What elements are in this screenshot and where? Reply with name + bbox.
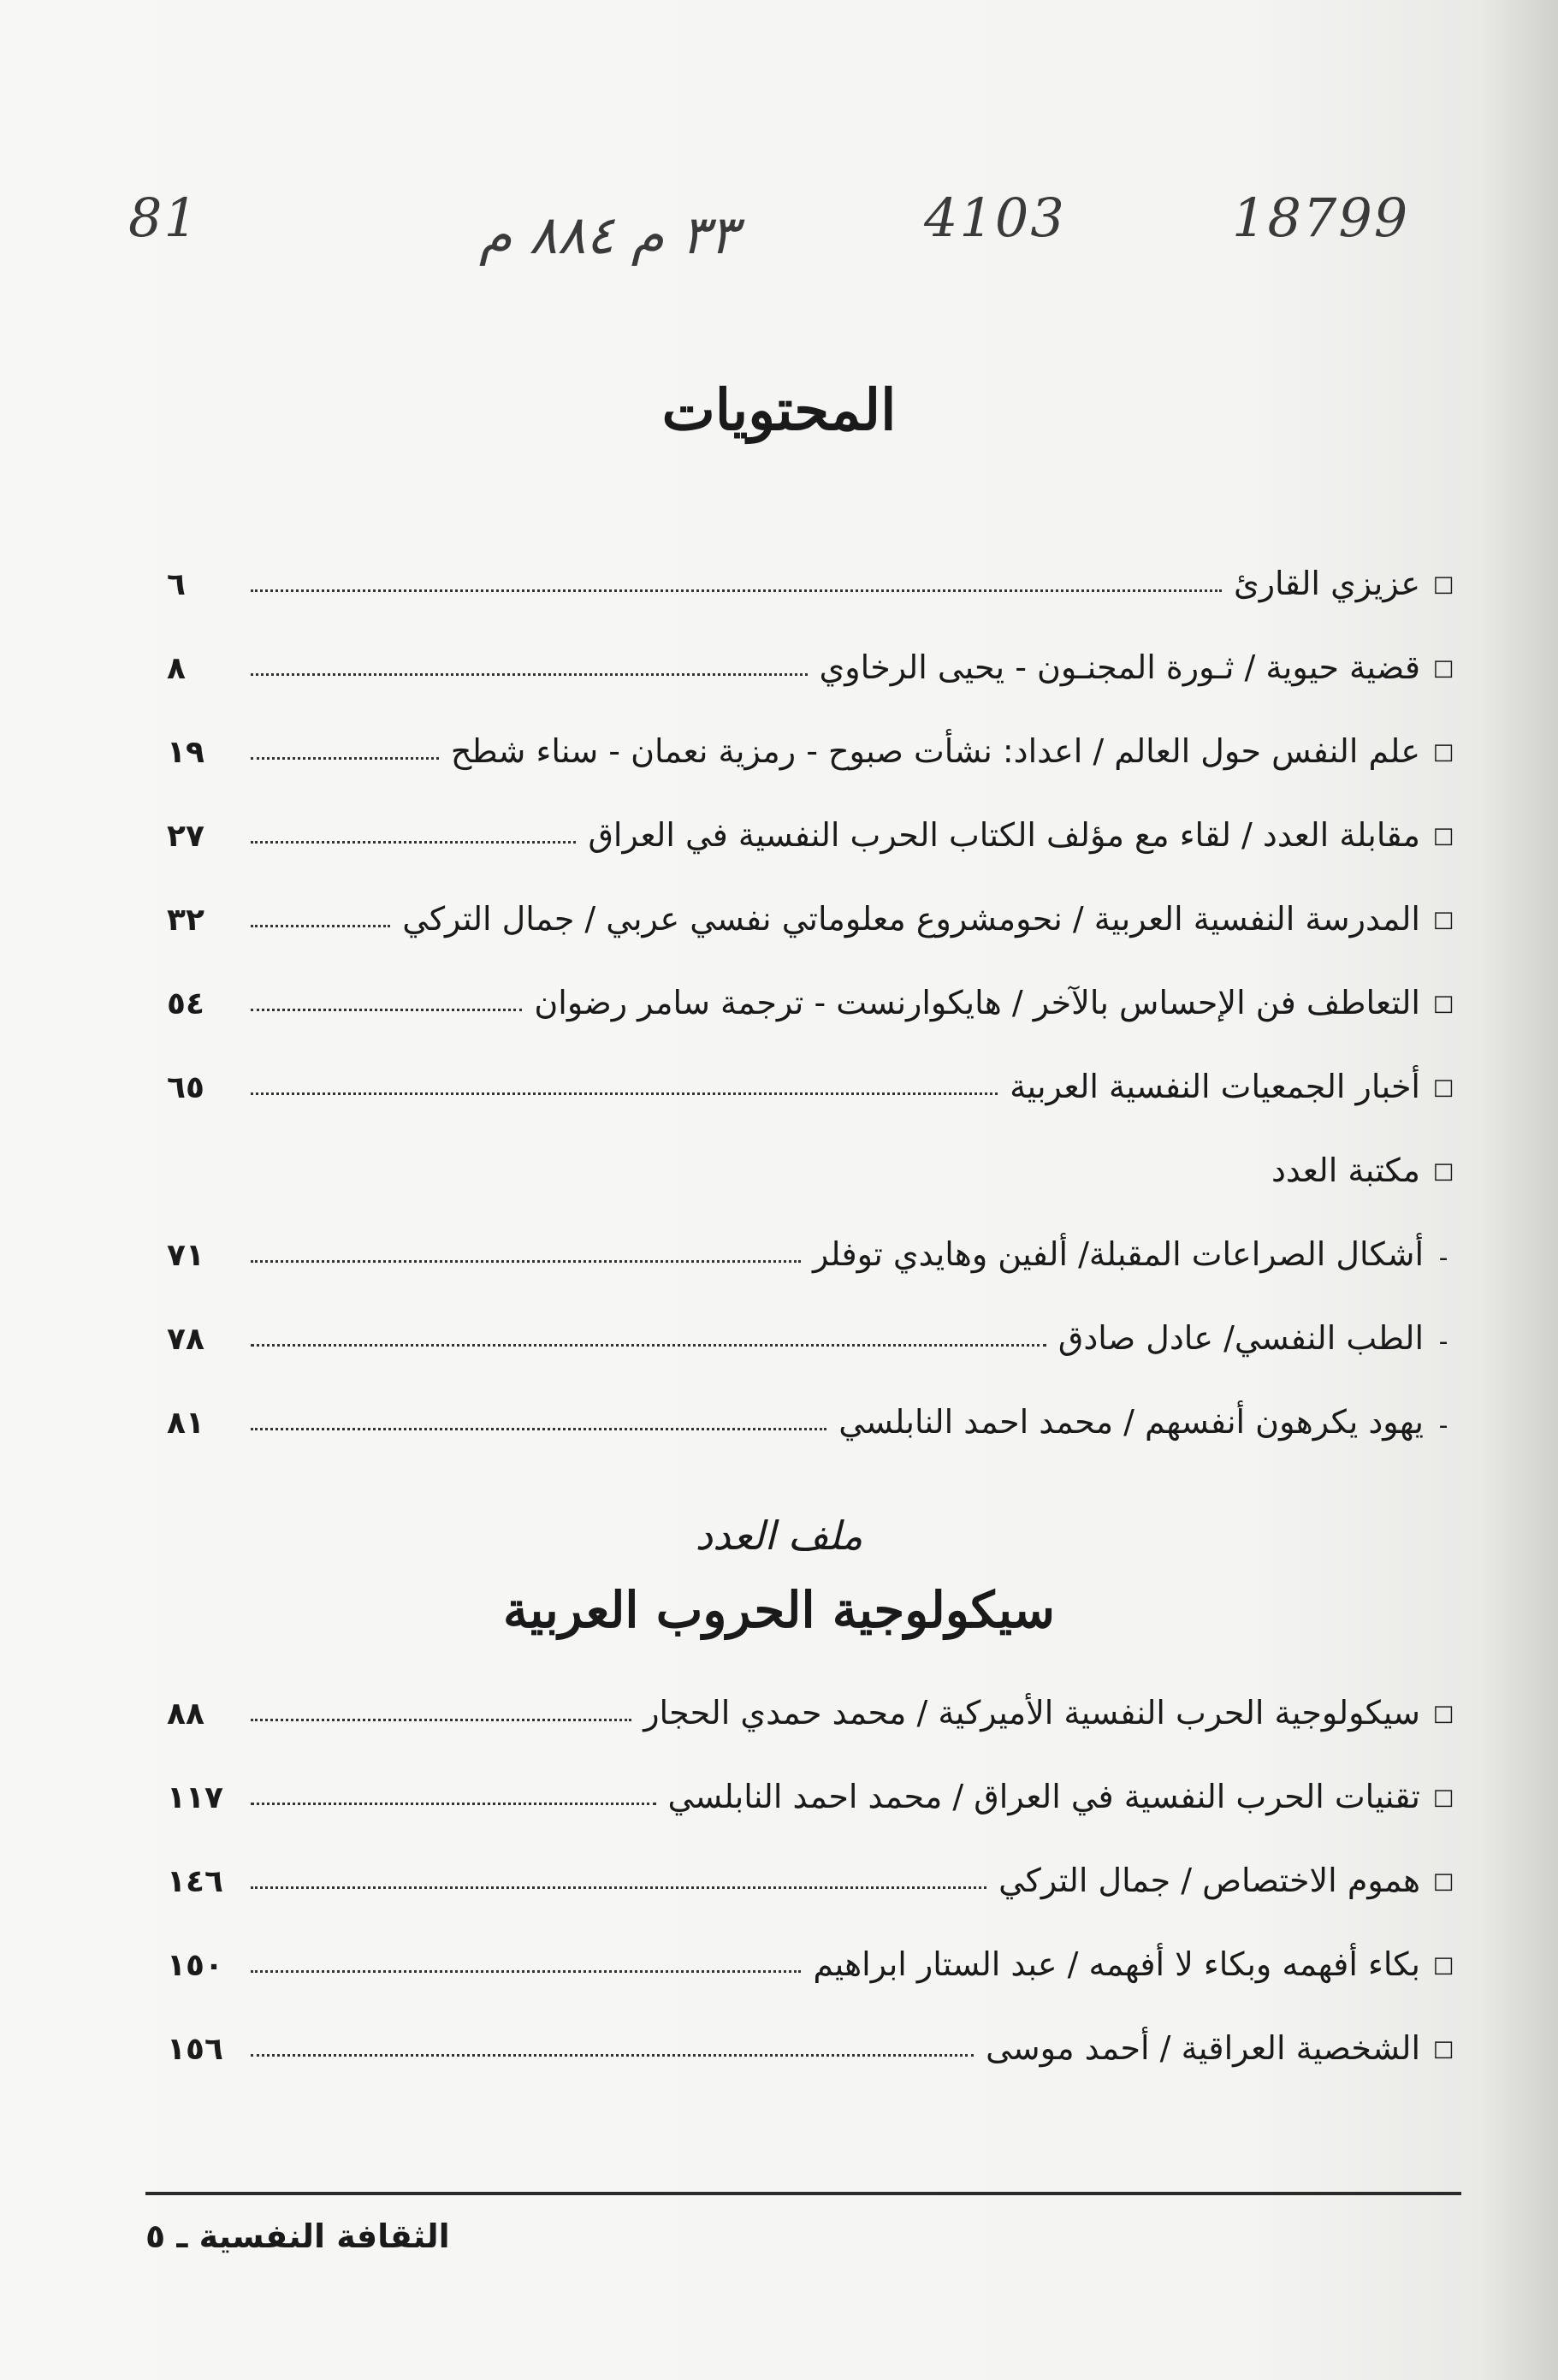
dot-leader — [251, 1343, 1046, 1347]
dash-bullet: - — [1438, 1411, 1448, 1441]
toc-entry-text: سيكولوجية الحرب النفسية الأميركية / محمد حمدي الحجار — [643, 1694, 1420, 1732]
toc-entry — [167, 715, 1454, 770]
toc-page-number: ٧١ — [167, 1238, 204, 1273]
toc-entry — [167, 1761, 1454, 1815]
toc-page-number: ٥٤ — [167, 986, 204, 1021]
toc-section-heading — [167, 1134, 1454, 1189]
dot-leader — [251, 1802, 656, 1805]
dot-leader — [251, 672, 808, 676]
toc-subentry — [167, 1302, 1454, 1357]
toc-entry-text: بكاء أفهمه وبكاء لا أفهمه / عبد الستار ابراهيم — [813, 1945, 1420, 1983]
checkbox-square-icon: □ — [1432, 823, 1454, 849]
toc-entry-text: أشكال الصراعات المقبلة/ ألفين وهايدي توفلر — [812, 1235, 1424, 1273]
toc-page-number: ٨١ — [167, 1406, 204, 1441]
checkbox-square-icon: □ — [1432, 1075, 1454, 1100]
toc-entry-text: التعاطف فن الإحساس بالآخر / هايكوارنست - ترجمة سامر رضوان — [534, 984, 1420, 1021]
checkbox-square-icon: □ — [1432, 1785, 1454, 1810]
toc-page-number: ١٥٠ — [167, 1948, 223, 1983]
toc-subentry — [167, 1218, 1454, 1273]
checkbox-square-icon: □ — [1432, 2036, 1454, 2062]
toc-entry — [167, 1051, 1454, 1105]
checkbox-square-icon: □ — [1432, 991, 1454, 1016]
dot-leader — [251, 589, 1222, 592]
handwritten-note: 81 — [128, 186, 199, 249]
checkbox-square-icon: □ — [1432, 571, 1454, 597]
toc-entry-text: الطب النفسي/ عادل صادق — [1057, 1319, 1424, 1357]
dot-leader — [251, 1886, 986, 1889]
toc-page-number: ٣٢ — [167, 903, 204, 938]
checkbox-square-icon: □ — [1432, 1701, 1454, 1726]
checkbox-square-icon: □ — [1432, 1158, 1454, 1184]
toc-entry — [167, 1677, 1454, 1732]
checkbox-square-icon: □ — [1432, 907, 1454, 932]
toc-entry — [167, 799, 1454, 854]
toc-entry-text: يهود يكرهون أنفسهم / محمد احمد النابلسي — [838, 1403, 1424, 1441]
dot-leader — [251, 840, 576, 844]
dash-bullet: - — [1438, 1327, 1448, 1357]
toc-entry-text: تقنيات الحرب النفسية في العراق / محمد احمد النابلسي — [667, 1778, 1420, 1815]
toc-entry — [167, 631, 1454, 686]
handwritten-note: 4103 — [924, 186, 1066, 249]
toc-entry-text: مقابلة العدد / لقاء مع مؤلف الكتاب الحرب النفسية في العراق — [588, 816, 1420, 854]
toc-entry-text: علم النفس حول العالم / اعداد: نشأت صبوح - رمزية نعمان - سناء شطح — [450, 732, 1420, 770]
toc-page-number: ٢٧ — [167, 819, 204, 854]
running-footer: الثقافة النفسية ـ ٥ — [145, 2217, 450, 2255]
toc-page-number: ١١٧ — [167, 1780, 223, 1815]
dot-leader — [251, 924, 390, 927]
dot-leader — [251, 1259, 801, 1263]
page-edge-shadow — [1481, 0, 1558, 2380]
toc-entry — [167, 2012, 1454, 2067]
dot-leader — [251, 2053, 974, 2057]
dot-leader — [251, 1008, 522, 1011]
toc-entry-text: أخبار الجمعيات النفسية العربية — [1010, 1068, 1420, 1105]
toc-subentry — [167, 1386, 1454, 1441]
page-title: المحتويات — [661, 376, 897, 443]
toc-entry-text: قضية حيوية / ثـورة المجنـون - يحيى الرخاوي — [819, 648, 1420, 686]
toc-entry-text: هموم الاختصاص / جمال التركي — [998, 1862, 1420, 1899]
dot-leader — [251, 1092, 998, 1095]
dossier-kicker: ملف العدد — [695, 1513, 863, 1559]
toc-entry-text: الشخصية العراقية / أحمد موسى — [986, 2029, 1420, 2067]
handwritten-note: 18799 — [1232, 186, 1410, 249]
handwritten-notes — [0, 186, 1558, 298]
toc-entry — [167, 1844, 1454, 1899]
toc-entry-text: مكتبة العدد — [1271, 1152, 1420, 1189]
footer-rule — [145, 2192, 1461, 2195]
dossier-title: سيكولوجية الحروب العربية — [503, 1581, 1055, 1639]
toc-entry — [167, 967, 1454, 1021]
toc-entry-text: المدرسة النفسية العربية / نحومشروع معلوماتي نفسي عربي / جمال التركي — [402, 900, 1420, 938]
toc-page-number: ٧٨ — [167, 1322, 204, 1357]
dash-bullet: - — [1438, 1243, 1448, 1273]
toc-page-number: ١٤٦ — [167, 1864, 223, 1899]
checkbox-square-icon: □ — [1432, 1868, 1454, 1894]
toc-entry — [167, 1928, 1454, 1983]
toc-page-number: ١٩ — [167, 735, 204, 770]
dot-leader — [251, 1969, 801, 1973]
toc-entry-text: عزيزي القارئ — [1233, 565, 1420, 602]
toc-page-number: ٦٥ — [167, 1070, 204, 1105]
toc-page-number: ١٥٦ — [167, 2032, 223, 2067]
toc-page-number: ٨ — [167, 651, 186, 686]
dot-leader — [251, 1427, 826, 1430]
handwritten-note: ٣٣ م ٨٨٤ م — [479, 204, 738, 266]
toc-entry — [167, 548, 1454, 602]
toc-page-number: ٨٨ — [167, 1696, 204, 1732]
toc-page-number: ٦ — [167, 567, 186, 602]
checkbox-square-icon: □ — [1432, 1952, 1454, 1978]
dot-leader — [251, 756, 439, 760]
toc-entry — [167, 883, 1454, 938]
checkbox-square-icon: □ — [1432, 655, 1454, 681]
checkbox-square-icon: □ — [1432, 739, 1454, 765]
dot-leader — [251, 1718, 631, 1721]
